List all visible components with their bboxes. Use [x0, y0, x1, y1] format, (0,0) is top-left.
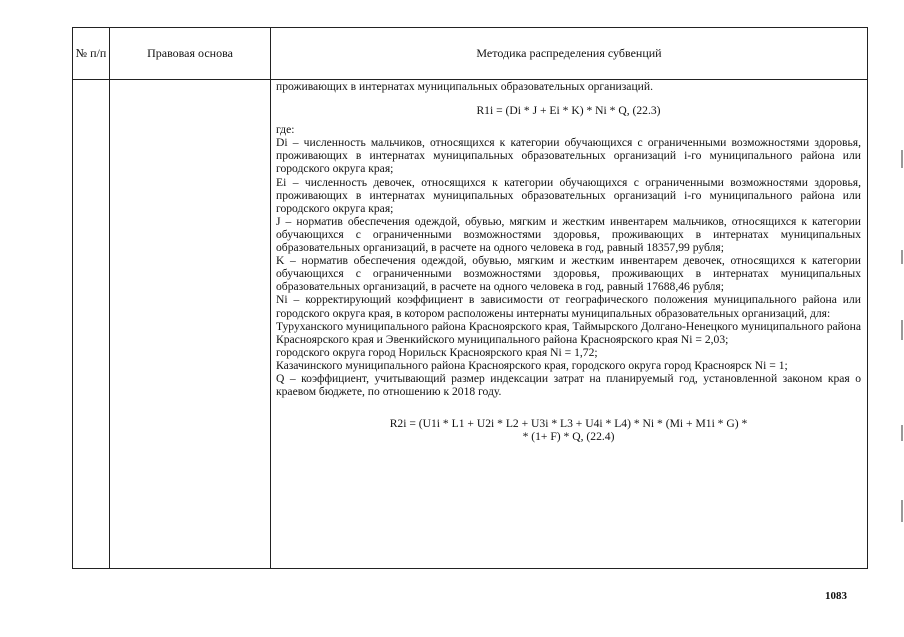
where-label: где:	[276, 123, 295, 137]
scan-edge-mark	[901, 250, 903, 264]
definition-di: Di – численность мальчиков, относящихся к категории обучающихся с ограниченными возможностями здоровья, проживающих в интернатах муниципальных образовательных организаций i-го муниципального района или городского округа края;	[276, 136, 861, 176]
header-legal-basis: Правовая основа	[147, 46, 233, 60]
text-line: проживающих в интернатах муниципальных образовательных организаций.	[276, 80, 653, 93]
scan-edge-mark	[901, 150, 903, 168]
definition-ni: Ni – корректирующий коэффициент в зависимости от географического положения муниципального района или городского округа края, в котором расположены интернаты муниципальных образовательных организаций, для:	[276, 293, 861, 320]
ni-norilsk: городского округа город Норильск Красноярского края Ni = 1,72;	[276, 345, 598, 359]
ni-kazachinsk: Казачинского муниципального района Красноярского края, городского округа город Красноярск Ni = 1;	[276, 358, 788, 372]
ni-turukhansk: Туруханского муниципального района Красноярского края, Таймырского Долгано-Ненецкого муниципального района Красноярского края и Эвенкийского муниципального района Красноярского края Ni = 2,03;	[276, 319, 861, 346]
formula-22-4-line1: R2i = (U1i * L1 + U2i * L2 + U3i * L3 + U4i * L4) * Ni * (Mi + M1i * G) *	[389, 417, 748, 431]
definition-q: Q – коэффициент, учитывающий размер индексации затрат на планируемый год, установленной законом края о краевом бюджете, по отношению к 2018 году.	[276, 371, 861, 399]
page-number: 1083	[825, 590, 847, 602]
definition-j: J – норматив обеспечения одеждой, обувью, мягким и жестким инвентарем мальчиков, относящихся к категории обучающихся с ограниченными возможностями здоровья, проживающих в интернатах муниципальных образовательных организаций, в расчете на одного человека в год, равный 18357,99 рубля;	[276, 214, 861, 255]
scan-edge-mark	[901, 320, 903, 340]
definition-ei: Ei – численность девочек, относящихся к категории обучающихся с ограниченными возможностями здоровья, проживающих в интернатах муниципальных образовательных организаций i-го муниципального района или городского округа края;	[276, 175, 861, 215]
column-divider-2	[270, 28, 271, 568]
scan-edge-mark	[901, 425, 903, 441]
column-divider-1	[109, 28, 110, 568]
header-number: № п/п	[75, 46, 107, 60]
formula-22-4-line2: * (1+ F) * Q, (22.4)	[522, 430, 615, 444]
header-methodology: Методика распределения субвенций	[476, 46, 662, 60]
definition-k: K – норматив обеспечения одеждой, обувью, мягким и жестким инвентарем девочек, относящихся к категории обучающихся с ограниченными возможностями здоровья, проживающих в интернатах муниципальных образовательных организаций, в расчете на одного человека в год, равный 17688,46 рубля;	[276, 254, 861, 294]
methodology-cell	[276, 80, 861, 449]
formula-22-3: R1i = (Di * J + Ei * K) * Ni * Q, (22.3)	[476, 104, 661, 118]
subvention-table	[72, 27, 868, 569]
scan-edge-mark	[901, 500, 903, 522]
